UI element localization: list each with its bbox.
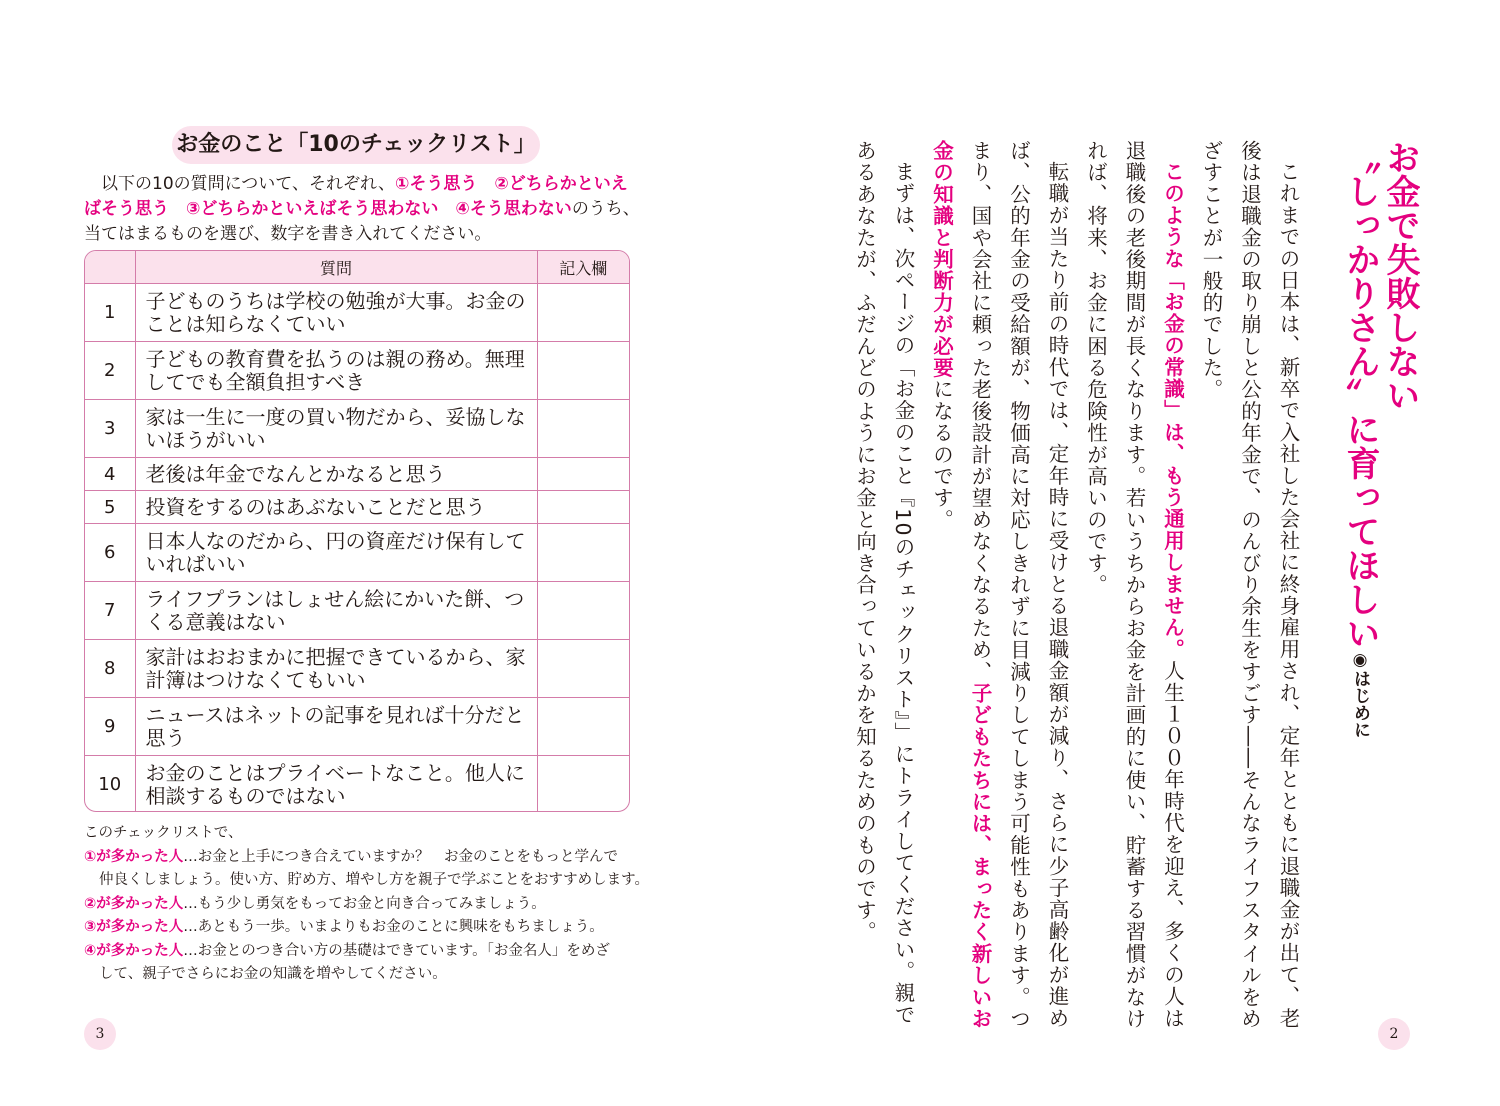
row-number: 10 [85, 756, 135, 813]
row-number: 6 [85, 524, 135, 582]
row-question: 老後は年金でなんとかなると思う [135, 458, 537, 491]
note-4: ④が多かった人…お金とのつき合い方の基礎はできています。「お金名人」をめざ [84, 942, 610, 959]
table-row [85, 524, 629, 582]
answer-cell[interactable] [537, 698, 629, 756]
intro-body [845, 140, 1307, 1040]
row-number: 5 [85, 491, 135, 524]
row-number: 3 [85, 400, 135, 458]
row-question: 子どものうちは学校の勉強が大事。お金のことは知らなくていい [135, 284, 537, 342]
option-1: ①そう思う [394, 174, 478, 194]
row-question: ニュースはネットの記事を見れば十分だと思う [135, 698, 537, 756]
checklist-title: お金のこと「10のチェックリスト」 [172, 126, 540, 164]
row-question: お金のことはプライベートなこと。他人に相談するものではない [135, 756, 537, 813]
answer-cell[interactable] [537, 756, 629, 813]
answer-cell[interactable] [537, 400, 629, 458]
answer-cell[interactable] [537, 640, 629, 698]
answer-cell[interactable] [537, 342, 629, 400]
table-row [85, 342, 629, 400]
row-question: ライフプランはしょせん絵にかいた餅、つくる意義はない [135, 582, 537, 640]
row-number: 2 [85, 342, 135, 400]
note-3: ③が多かった人…あともう一歩。いまよりもお金のことに興味をもちましょう。 [84, 919, 604, 935]
table-row [85, 756, 629, 813]
answer-cell[interactable] [537, 491, 629, 524]
option-3: ③どちらかといえばそう思わない [186, 199, 439, 219]
checklist-intro: 以下の10の質問について、それぞれ、①そう思う ②どちらかといえばそう思う ③どちらかといえばそう思わない ④そう思わないのうち、当てはまるものを選び、数字を書き入れてください。 [84, 174, 640, 244]
note-2: ②が多かった人…もう少し勇気をもってお金と向き合ってみましょう。 [84, 895, 546, 912]
row-number: 1 [85, 284, 135, 342]
row-number: 4 [85, 458, 135, 491]
table-row [85, 582, 629, 640]
table-row [85, 640, 629, 698]
option-2: ②どちらかといえばそう思う [84, 174, 628, 219]
heading-subtitle: ◉はじめに [1350, 650, 1370, 738]
answer-cell[interactable] [537, 458, 629, 491]
header-number [85, 251, 135, 284]
table-row [85, 458, 629, 491]
emphasis-text: このような「お金の常識」は、もう通用しません。 [1160, 160, 1185, 660]
table-row [85, 491, 629, 524]
table-row [85, 284, 629, 342]
row-question: 投資をするのはあぶないことだと思う [135, 491, 537, 524]
row-question: 家は一生に一度の買い物だから、妥協しないほうがいい [135, 400, 537, 458]
heading-line-1: お金で失敗しない [1380, 140, 1420, 412]
row-number: 7 [85, 582, 135, 640]
table-row [85, 698, 629, 756]
table-header-row [85, 251, 629, 284]
answer-cell[interactable] [537, 524, 629, 582]
page-number-right: 2 [1378, 1018, 1410, 1050]
right-page [750, 0, 1500, 1106]
checklist-table [84, 250, 630, 812]
page-number-left: 3 [84, 1018, 116, 1050]
answer-cell[interactable] [537, 582, 629, 640]
row-question: 日本人なのだから、円の資産だけ保有していればいい [135, 524, 537, 582]
heading-line-2: 〝しっかりさん〟に育ってほしい◉はじめに [1340, 140, 1380, 738]
answer-cell[interactable] [537, 284, 629, 342]
paragraph-2: このような「お金の常識」は、もう通用しません。人生１００年時代を迎え、多くの人は退職後の老後期間が長くなります。若いうちからお金を計画的に使い、貯蓄する習慣がなければ、将来、お金に困る危険性が高いのです。 [1083, 140, 1185, 1030]
paragraph-4: まずは、次ページの「お金のこと『10のチェックリスト』」にトライしてください。親であるあなたが、ふだんどのようにお金と向き合っているかを知るためのものです。 [852, 140, 915, 1026]
paragraph-1: これまでの日本は、新卒で入社した会社に終身雇用され、定年とともに退職金が出て、老後は退職金の取り崩しと公的年金で、のんびり余生をすごす――そんなライフスタイルをめざすことが一般的でした。 [1199, 140, 1300, 1030]
row-question: 子どもの教育費を払うのは親の務め。無理してでも全額負担すべき [135, 342, 537, 400]
row-question: 家計はおおまかに把握できているから、家計簿はつけなくてもいい [135, 640, 537, 698]
option-4: ④そう思わない [455, 199, 572, 219]
note-1: ①が多かった人…お金と上手につき合えていますか？ お金のことをもっと学んで [84, 848, 618, 865]
emphasis-text: 子どもたちには、まったく新しいお金の知識と判断力が必要 [929, 140, 992, 1030]
header-answer: 記入欄 [537, 251, 629, 284]
paragraph-3: 転職が当たり前の時代では、定年時に受けとる退職金額が減り、さらに少子高齢化が進めば、公的年金の受給額が、物価高に対応しきれずに目減りしてしまう可能性もあります。つまり、国や会社に頼った老後設計が望めなくなるため、子どもたちには、まったく新しいお金の知識と判断力が必要になるのです。 [929, 140, 1069, 1030]
header-question: 質問 [135, 251, 537, 284]
result-notes: このチェックリストで、 ①が多かった人…お金と上手につき合えていますか？ お金のことをもっと学んで 仲良くしましょう。使い方、貯め方、増やし方を親子で学ぶことをおすすめします。 ②が多かった人…もう少し勇気をもってお金と向き合ってみましょう。 ③が多かった人…あともう一歩。いまよりもお金のことに興味をもちましょう。 ④が多かった人…お金とのつき合い方の基礎はできています。「お金名人」をめざ して、親子でさらにお金の知識を増やしてください。 [84, 822, 654, 987]
row-number: 9 [85, 698, 135, 756]
row-number: 8 [85, 640, 135, 698]
table-row [85, 400, 629, 458]
